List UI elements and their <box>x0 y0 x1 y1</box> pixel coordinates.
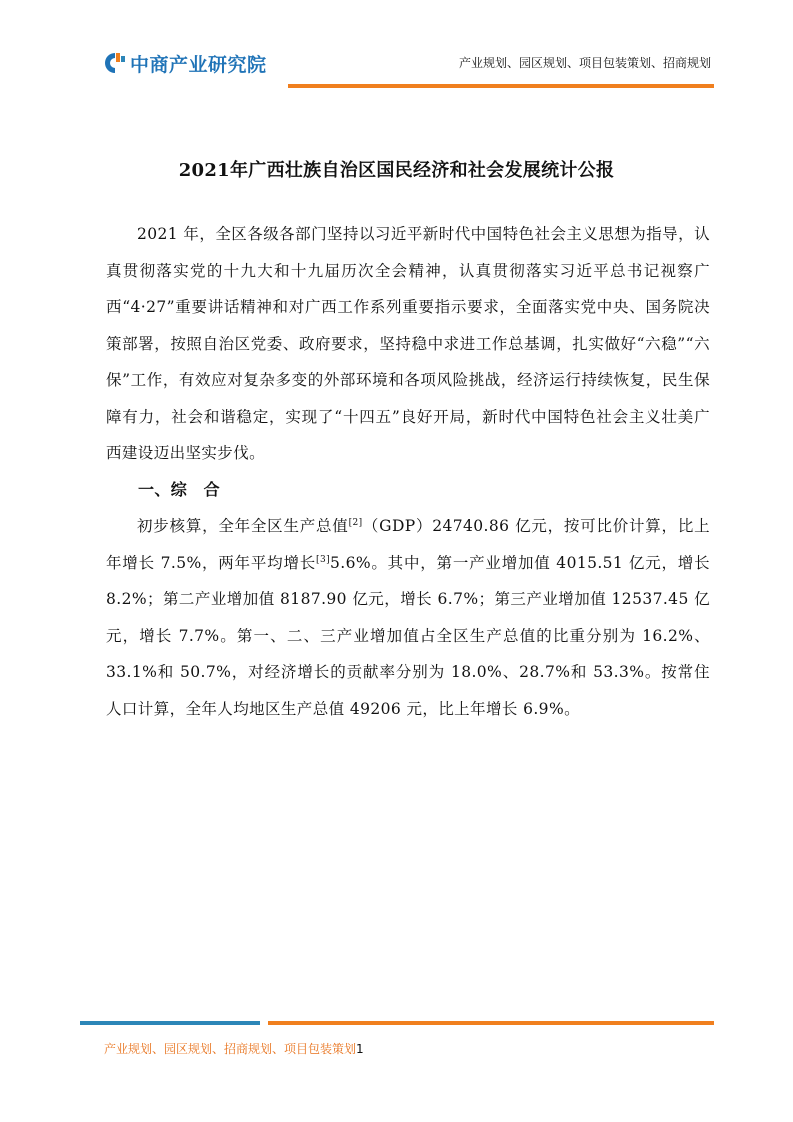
paragraph-text: 初步核算，全年全区生产总值 <box>137 517 349 535</box>
footnote-ref: [3] <box>316 554 330 565</box>
logo-mark-icon <box>103 51 127 75</box>
footer <box>104 1040 364 1057</box>
intro-paragraph: 2021 年，全区各级各部门坚持以习近平新时代中国特色社会主义思想为指导，认真贯彻落实党的十九大和十九届历次全会精神，认真贯彻落实习近平总书记视察广西“4·27”重要讲话精神和对广西工作系列重要指示要求，全面落实党中央、国务院决策部署，按照自治区党委、政府要求，坚持稳中求进工作总基调，扎实做好“六稳”“六保”工作，有效应对复杂多变的外部环境和各项风险挑战，经济运行持续恢复，民生保障有力，社会和谐稳定，实现了“十四五”良好开局，新时代中国特色社会主义壮美广西建设迈出坚实步伐。 <box>106 225 710 462</box>
page-title: 2021年广西壮族自治区国民经济和社会发展统计公报 <box>178 160 615 182</box>
footnote-ref: [2] <box>348 518 363 528</box>
footer-divider-orange <box>268 1021 714 1025</box>
header-divider <box>288 84 714 88</box>
paragraph-text: （GDP）24740.86 亿元，按可比价计算，比上年增长 7.5%，两年平均增长 <box>106 517 711 572</box>
section-heading: 一、综 合 <box>138 479 221 499</box>
section-paragraph <box>106 508 710 727</box>
document-body <box>106 216 710 727</box>
logo <box>103 50 267 76</box>
footer-slogan: 产业规划、园区规划、招商规划、项目包装策划 <box>104 1042 357 1056</box>
page-number: 1 <box>356 1042 364 1056</box>
paragraph-text: 5.6%。其中，第一产业增加值 4015.51 亿元，增长 8.2%；第二产业增加值 8187.90 亿元，增长 6.7%；第三产业增加值 12537.45 亿元，增长 7.7%。第一、二、三产业增加值占全区生产总值的比重分别为 16.2%、33.1%和 50.7%，对经济增长的贡献率分别为 18.0%、28.7%和 53.3%。按常住人口计算，全年人均地区生产总值 49206 元，比上年增长 6.9%。 <box>106 553 710 718</box>
logo-text: 中商产业研究院 <box>130 53 267 76</box>
footer-divider-blue <box>80 1021 260 1025</box>
header-slogan: 产业规划、园区规划、项目包装策划、招商规划 <box>458 56 711 70</box>
